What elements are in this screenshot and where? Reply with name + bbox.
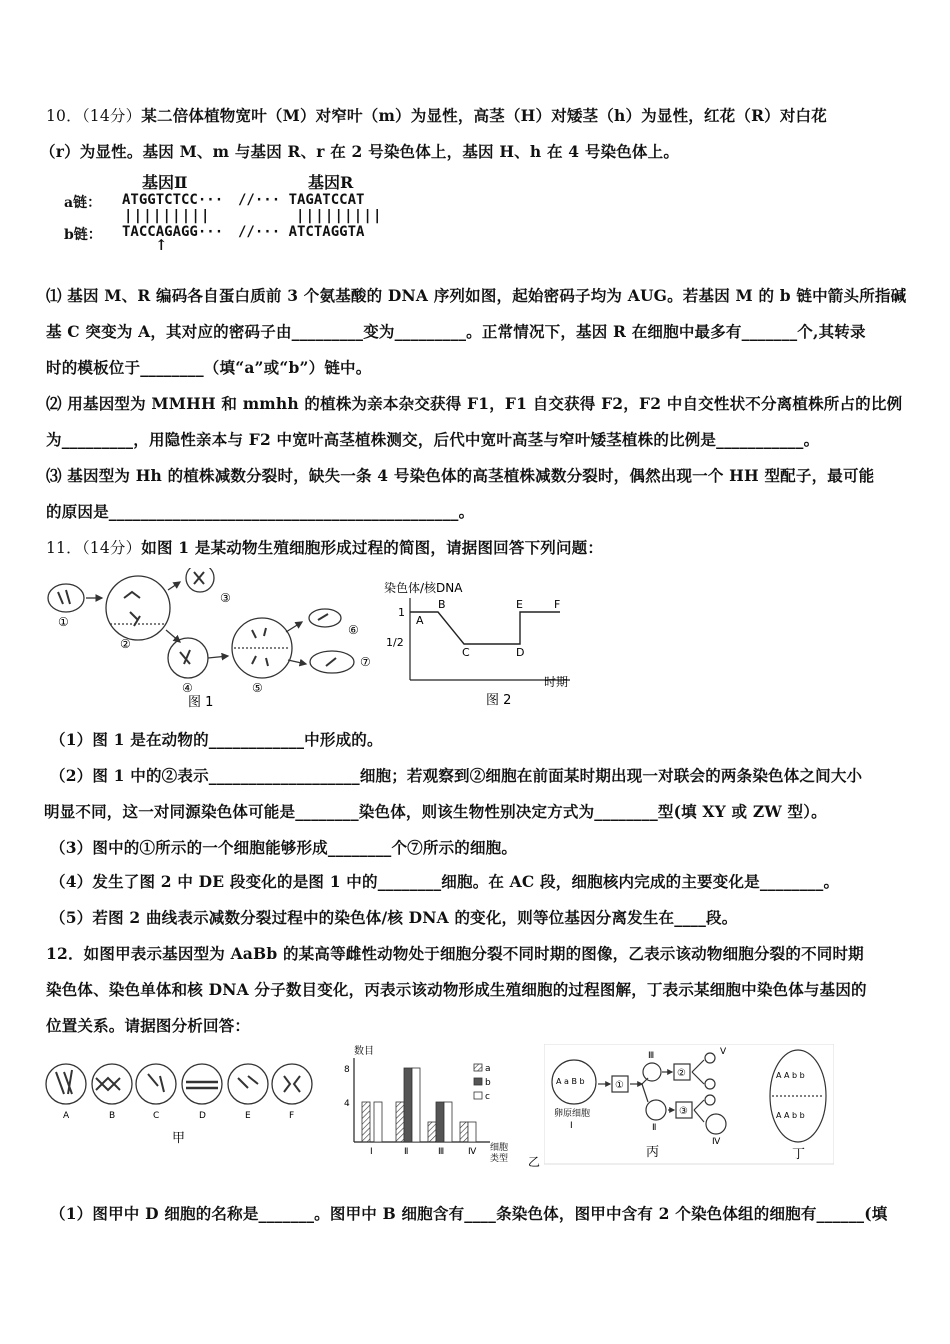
cell-label-2: ② xyxy=(120,637,131,651)
legend-a-swatch xyxy=(474,1064,482,1071)
figure-2-caption: 图 2 xyxy=(486,693,512,708)
bing-stage-IV: Ⅳ xyxy=(712,1137,721,1147)
fig2-curve xyxy=(410,612,560,644)
bar-II-b xyxy=(404,1068,412,1142)
jia-label-C: C xyxy=(153,1111,160,1121)
q11-s3: （3）图中的①所示的一个细胞能够形成________个⑦所示的细胞。 xyxy=(50,838,518,857)
q12-line3: 位置关系。请据图分析回答： xyxy=(46,1016,251,1035)
fig2-tick-half: 1/2 xyxy=(386,636,404,649)
figure-1-cell-division xyxy=(40,568,380,708)
q10-p1-line1: ⑴ 基因 M、R 编码各自蛋白质前 3 个氨基酸的 DNA 序列如图，起始密码子均为 AUG。若基因 M 的 b 链中箭头所指碱 xyxy=(46,286,907,305)
yi-bars xyxy=(362,1068,476,1142)
fig2-xlabel: 时期 xyxy=(544,675,569,689)
jia-label-E: E xyxy=(245,1111,251,1121)
fig2-point-E: E xyxy=(516,598,523,611)
q11-s2-line1: （2）图 1 中的②表示___________________细胞；若观察到②细胞在前面某时期出现一对联会的两条染色体之间大小 xyxy=(50,766,863,785)
bar-IV-a xyxy=(460,1122,468,1142)
dna-sequence-figure xyxy=(64,168,414,254)
yi-tick-4: 4 xyxy=(344,1099,350,1109)
cell-label-6: ⑥ xyxy=(348,623,359,637)
jia-caption: 甲 xyxy=(172,1131,186,1146)
b-chain-label: b链： xyxy=(64,227,102,243)
a-chain-seq-1: ATGGTCTCC··· xyxy=(122,192,224,208)
b-chain-seq-1: TACCAGAGG··· xyxy=(122,224,224,240)
jia-cell-A xyxy=(46,1064,86,1104)
figure-bing-process xyxy=(544,1044,834,1168)
bing-cell-numeral: Ⅰ xyxy=(570,1121,573,1131)
a-chain-label: a链： xyxy=(64,195,102,211)
gene-m-label: 基因Ⅱ xyxy=(142,173,188,192)
yi-tick-8: 8 xyxy=(344,1065,350,1075)
fig2-tick-1: 1 xyxy=(398,606,405,619)
gene-r-label: 基因R xyxy=(308,173,354,192)
q11-s1: （1）图 1 是在动物的____________中形成的。 xyxy=(50,730,383,749)
jia-cell-D xyxy=(182,1064,222,1104)
base-pair-bonds-2: ||||||||| xyxy=(296,208,383,224)
cell-4 xyxy=(168,638,208,678)
legend-c: c xyxy=(485,1092,490,1102)
a-chain-seq-2: //··· TAGATCCAT xyxy=(238,192,365,208)
q10-p1-line2: 基 C 突变为 A，其对应的密码子由_________变为_________。正常情况下，基因 R 在细胞中最多有_______个,其转录 xyxy=(46,322,866,341)
bing-genes: A a B b xyxy=(556,1077,585,1086)
bar-II-a xyxy=(396,1102,404,1142)
fig2-point-D: D xyxy=(516,646,525,659)
cell-6 xyxy=(309,609,341,627)
fig2-ylabel: 染色体/核DNA xyxy=(384,581,463,595)
q10-p2-line1: ⑵ 用基因型为 MMHH 和 mmhh 的植株为亲本杂交获得 F1，F1 自交获得 F2，F2 中自交性状不分离植株所占的比例 xyxy=(46,394,903,413)
q12-s1: （1）图甲中 D 细胞的名称是_______。图甲中 B 细胞含有____条染色体，图甲中含有 2 个染色体组的细胞有______(填 xyxy=(50,1204,888,1223)
bar-II-c xyxy=(412,1068,420,1142)
q11-number: 11．（14分） xyxy=(46,539,142,557)
base-pair-bonds: ||||||||| xyxy=(124,208,211,224)
yi-cat-III: Ⅲ xyxy=(438,1147,445,1157)
bar-III-b xyxy=(436,1102,444,1142)
bar-IV-c xyxy=(468,1122,476,1142)
bing-caption: 丙 xyxy=(646,1145,660,1160)
jia-label-D: D xyxy=(199,1111,206,1121)
cell-label-5: ⑤ xyxy=(252,681,263,695)
q10-p1-line3: 时的模板位于________（填“a”或“b”）链中。 xyxy=(46,358,372,377)
bing-step-2: ② xyxy=(677,1068,686,1079)
q10-p2-line2: 为_________，用隐性亲本与 F2 中宽叶高茎植株测交，后代中宽叶高茎与窄叶矮茎植株的比例是___________。 xyxy=(46,430,820,449)
q11-s4: （4）发生了图 2 中 DE 段变化的是图 1 中的________细胞。在 AC 段，细胞核内完成的主要变化是________。 xyxy=(50,872,840,891)
fig2-point-B: B xyxy=(438,598,446,611)
q10-number: 10．（14分） xyxy=(46,107,142,125)
ding-genes-top: A A b b xyxy=(776,1071,805,1080)
jia-label-F: F xyxy=(289,1111,295,1121)
bar-I-a xyxy=(362,1102,370,1142)
q11-s5: （5）若图 2 曲线表示减数分裂过程中的染色体/核 DNA 的变化，则等位基因分离发生在____段。 xyxy=(50,908,738,927)
cell-label-7: ⑦ xyxy=(360,655,371,669)
bing-step-1: ① xyxy=(615,1080,624,1091)
jia-cell-B xyxy=(92,1064,132,1104)
yi-xlabel-1: 细胞 xyxy=(490,1143,509,1153)
ding-caption: 丁 xyxy=(792,1147,806,1162)
q10-p3-line2: 的原因是____________________________________________。 xyxy=(46,502,475,521)
b-chain-seq-2: //··· ATCTAGGTA xyxy=(238,224,365,240)
cell-1 xyxy=(48,584,84,612)
cell-label-4: ④ xyxy=(182,681,193,695)
cell-label-3: ③ xyxy=(220,591,231,605)
figure-yi-bar-chart xyxy=(340,1044,540,1168)
yi-ylabel: 数目 xyxy=(354,1046,374,1057)
cell-2 xyxy=(106,576,170,640)
jia-cell-E xyxy=(228,1064,268,1104)
bing-stage-V: Ⅴ xyxy=(720,1047,727,1057)
jia-label-B: B xyxy=(109,1111,116,1121)
q12-line1: 12．如图甲表示基因型为 AaBb 的某高等雌性动物处于细胞分裂不同时期的图像，乙表示该动物细胞分裂的不同时期 xyxy=(46,944,864,963)
legend-c-swatch xyxy=(474,1092,482,1099)
bing-cell-label: 卵原细胞 xyxy=(554,1109,591,1119)
yi-caption: 乙 xyxy=(528,1155,540,1168)
bar-I-c xyxy=(374,1102,382,1142)
legend-b-swatch xyxy=(474,1078,482,1085)
figure-2-ratio-chart xyxy=(380,576,600,708)
yi-cat-IV: Ⅳ xyxy=(468,1147,477,1157)
bing-stage-II: Ⅱ xyxy=(652,1123,657,1133)
legend-b: b xyxy=(485,1078,491,1088)
yi-xlabel-2: 类型 xyxy=(490,1154,509,1164)
q10-line1: 10．（14分）某二倍体植物宽叶（M）对窄叶（m）为显性，高茎（H）对矮茎（h）为显性，红花（R）对白花 xyxy=(46,106,827,125)
fig2-point-A: A xyxy=(416,614,424,627)
fig2-point-F: F xyxy=(554,598,561,611)
bing-step-3: ③ xyxy=(679,1106,688,1117)
bar-III-c xyxy=(444,1102,452,1142)
q11-s2-line2: 明显不同，这一对同源染色体可能是________染色体，则该生物性别决定方式为________型(填 XY 或 ZW 型）。 xyxy=(44,802,827,821)
legend-a: a xyxy=(485,1064,491,1074)
yi-cat-II: Ⅱ xyxy=(404,1147,409,1157)
mutation-arrow-icon: ↑ xyxy=(155,236,168,254)
q12-line2: 染色体、染色单体和核 DNA 分子数目变化，丙表示该动物形成生殖细胞的过程图解，丁表示某细胞中染色体与基因的 xyxy=(46,980,867,999)
fig2-point-C: C xyxy=(462,646,470,659)
jia-cell-F xyxy=(272,1064,312,1104)
bing-stage-III: Ⅲ xyxy=(648,1051,655,1061)
bar-III-a xyxy=(428,1122,436,1142)
q10-p3-line1: ⑶ 基因型为 Hh 的植株减数分裂时，缺失一条 4 号染色体的高茎植株减数分裂时，偶然出现一个 HH 型配子，最可能 xyxy=(46,466,875,485)
figure-1-caption: 图 1 xyxy=(188,695,214,708)
ding-genes-bottom: A A b b xyxy=(776,1111,805,1120)
cell-label-1: ① xyxy=(58,615,69,629)
yi-cat-I: Ⅰ xyxy=(370,1147,373,1157)
jia-label-A: A xyxy=(63,1111,70,1121)
figure-jia-cells xyxy=(44,1058,314,1148)
q11-head: 11．（14分）如图 1 是某动物生殖细胞形成过程的简图，请据图回答下列问题： xyxy=(46,538,604,557)
q10-line2: （r）为显性。基因 M、m 与基因 R、r 在 2 号染色体上，基因 H、h 在 4 号染色体上。 xyxy=(40,142,680,161)
